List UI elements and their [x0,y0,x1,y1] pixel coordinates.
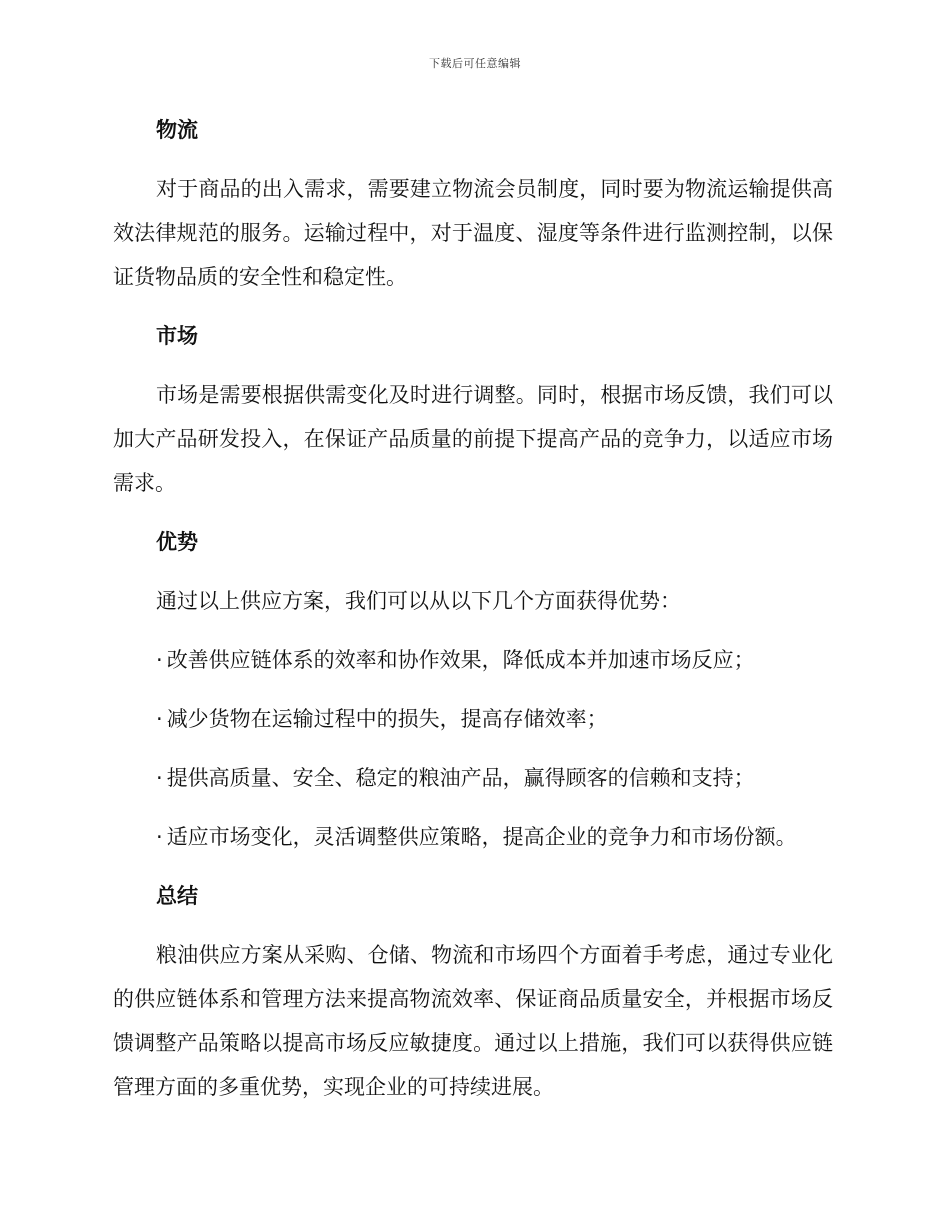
paragraph-logistics: 对于商品的出入需求，需要建立物流会员制度，同时要为物流运输提供高效法律规范的服务。运输过程中，对于温度、湿度等条件进行监测控制，以保证货物品质的安全性和稳定性。 [113,177,833,289]
section-heading-logistics: 物流 [156,118,198,142]
section-heading-market: 市场 [156,324,198,348]
section-heading-summary: 总结 [156,884,198,908]
page-header-note: 下载后可任意编辑 [429,57,521,70]
document-body [113,108,833,1109]
paragraph-advantages-intro: 通过以上供应方案，我们可以从以下几个方面获得优势： [156,589,681,613]
paragraph-summary: 粮油供应方案从采购、仓储、物流和市场四个方面着手考虑，通过专业化的供应链体系和管理方法来提高物流效率、保证商品质量安全，并根据市场反馈调整产品策略以提高市场反应敏捷度。通过以上措施，我们可以获得供应链管理方面的多重优势，实现企业的可持续进展。 [113,943,833,1099]
list-item-text: 改善供应链体系的效率和协作效果，降低成本并加速市场反应； [166,648,755,672]
list-item [113,756,833,800]
list-item [113,638,833,682]
section-heading-advantages: 优势 [156,530,198,554]
paragraph-market: 市场是需要根据供需变化及时进行调整。同时，根据市场反馈，我们可以加大产品研发投入，在保证产品质量的前提下提高产品的竞争力，以适应市场需求。 [113,383,833,495]
list-item-text: 适应市场变化，灵活调整供应策略，提高企业的竞争力和市场份额。 [166,825,797,849]
bullet-mark: · [156,648,163,672]
bullet-mark: · [156,766,163,790]
bullet-mark: · [156,707,163,731]
list-item-text: 提供高质量、安全、稳定的粮油产品，赢得顾客的信赖和支持； [166,766,755,790]
list-item-text: 减少货物在运输过程中的损失，提高存储效率； [166,707,608,731]
list-item [113,815,833,859]
bullet-mark: · [156,825,163,849]
list-item [113,697,833,741]
